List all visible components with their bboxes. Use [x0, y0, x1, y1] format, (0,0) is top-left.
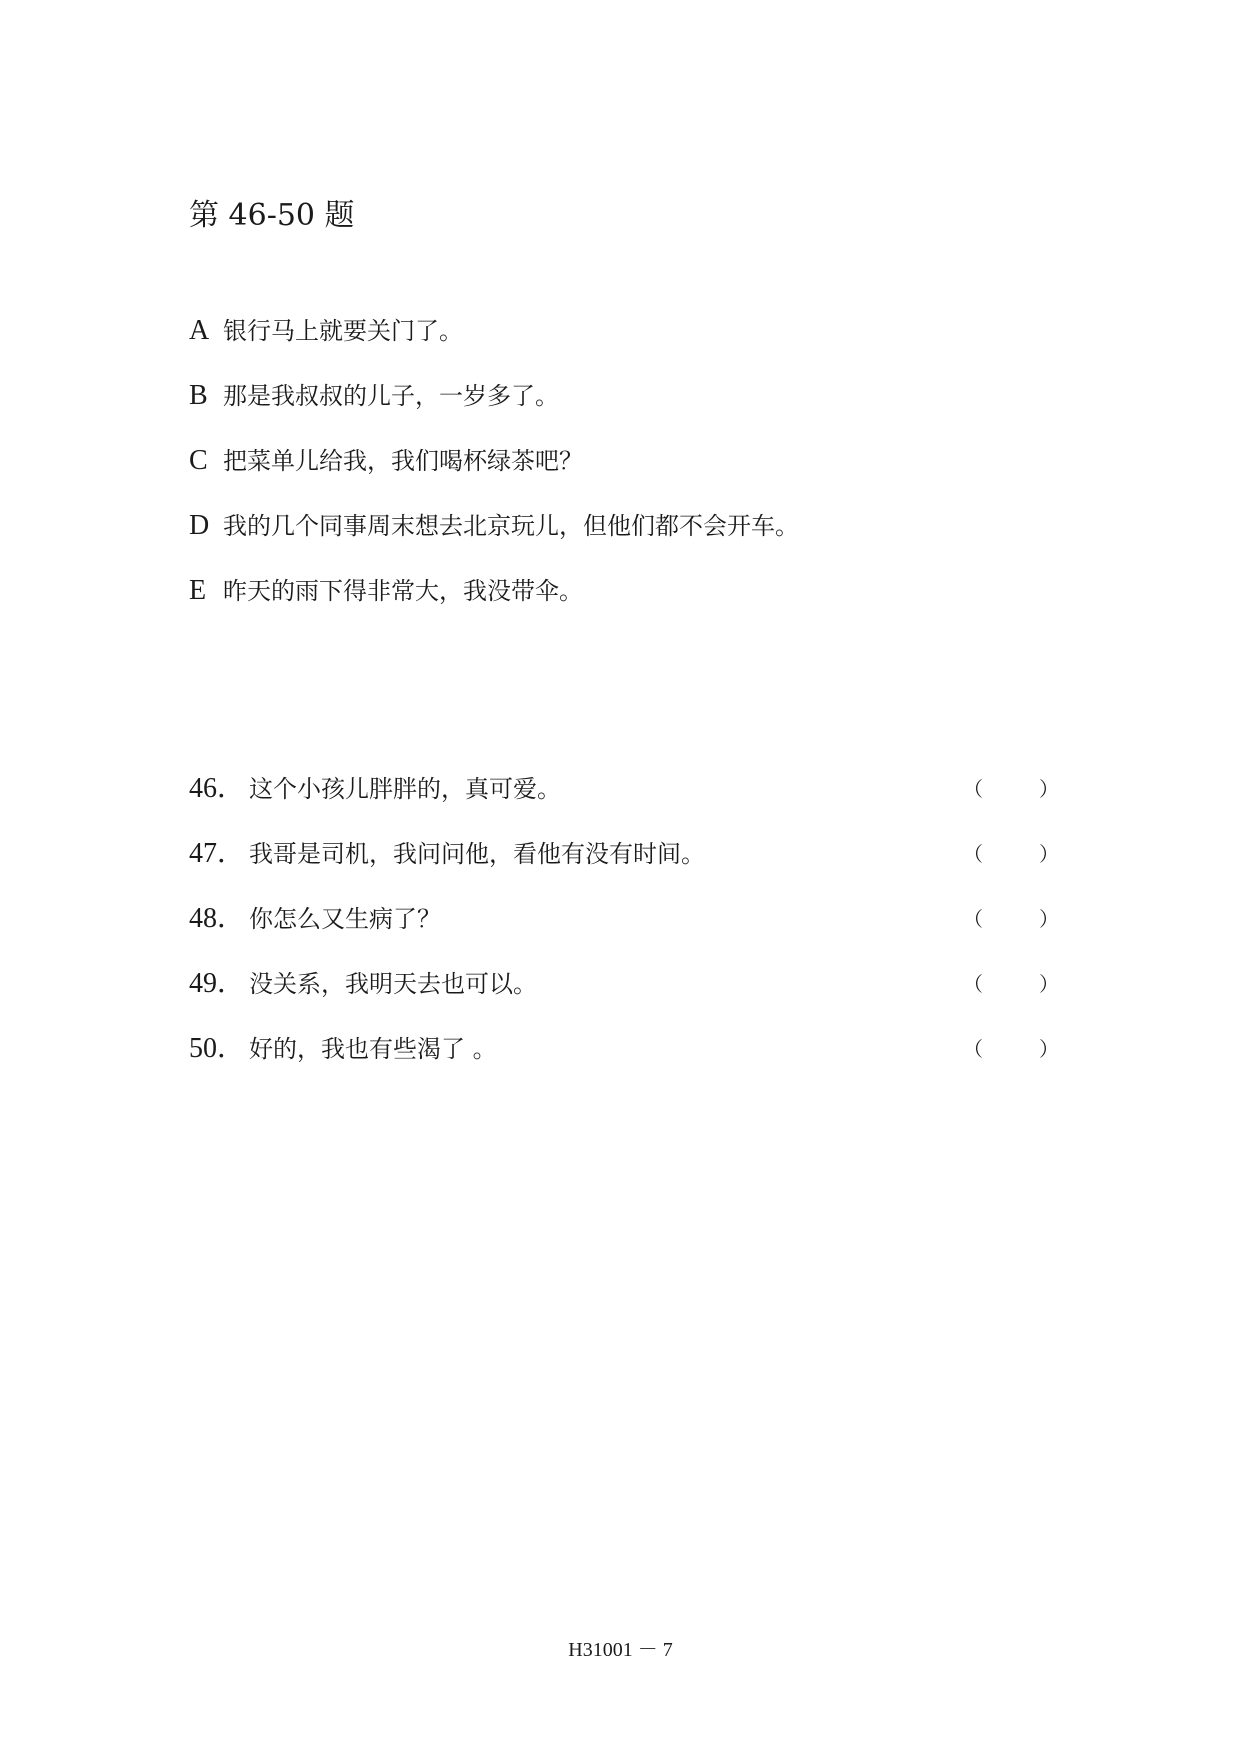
paren-open: （	[963, 842, 983, 866]
question-48	[189, 901, 1059, 937]
option-c	[189, 443, 583, 479]
option-b	[189, 378, 559, 414]
question-number: 50．	[189, 1033, 246, 1064]
paren-close: ）	[1039, 777, 1059, 801]
option-letter: C	[189, 445, 208, 476]
option-text: 把菜单儿给我，我们喝杯绿茶吧？	[223, 447, 583, 475]
paren-close: ）	[1039, 907, 1059, 931]
paren-close: ）	[1039, 842, 1059, 866]
paren-close: ）	[1039, 972, 1059, 996]
paren-open: （	[963, 907, 983, 931]
option-letter: B	[189, 380, 208, 411]
option-e	[189, 573, 583, 609]
question-47	[189, 836, 1059, 872]
answer-blank[interactable]	[963, 771, 1059, 807]
question-number: 46．	[189, 773, 246, 804]
option-text: 那是我叔叔的儿子，一岁多了。	[223, 382, 559, 410]
paren-close: ）	[1039, 1037, 1059, 1061]
answer-blank[interactable]	[963, 1031, 1059, 1067]
question-number: 48．	[189, 903, 246, 934]
paren-open: （	[963, 777, 983, 801]
answer-blank[interactable]	[963, 966, 1059, 1002]
question-number: 49．	[189, 968, 246, 999]
option-text: 我的几个同事周末想去北京玩儿，但他们都不会开车。	[223, 512, 799, 540]
option-letter: D	[189, 510, 210, 541]
question-text: 好的，我也有些渴了 。	[249, 1035, 497, 1063]
option-letter: A	[189, 315, 210, 346]
paren-open: （	[963, 972, 983, 996]
option-letter: E	[189, 575, 207, 606]
question-text: 你怎么又生病了？	[249, 905, 441, 933]
question-text: 我哥是司机，我问问他，看他有没有时间。	[249, 840, 705, 868]
page-footer: H31001 － 7	[568, 1639, 673, 1661]
question-49	[189, 966, 1059, 1002]
paren-open: （	[963, 1037, 983, 1061]
question-number: 47．	[189, 838, 246, 869]
option-text: 昨天的雨下得非常大，我没带伞。	[223, 577, 583, 605]
option-text: 银行马上就要关门了。	[223, 317, 463, 345]
question-46	[189, 771, 1059, 807]
section-title: 第 46-50 题	[189, 198, 355, 233]
answer-blank[interactable]	[963, 901, 1059, 937]
question-50	[189, 1031, 1059, 1067]
option-d	[189, 508, 799, 544]
option-a	[189, 313, 463, 349]
question-text: 这个小孩儿胖胖的，真可爱。	[249, 775, 561, 803]
question-text: 没关系，我明天去也可以。	[249, 970, 537, 998]
answer-blank[interactable]	[963, 836, 1059, 872]
